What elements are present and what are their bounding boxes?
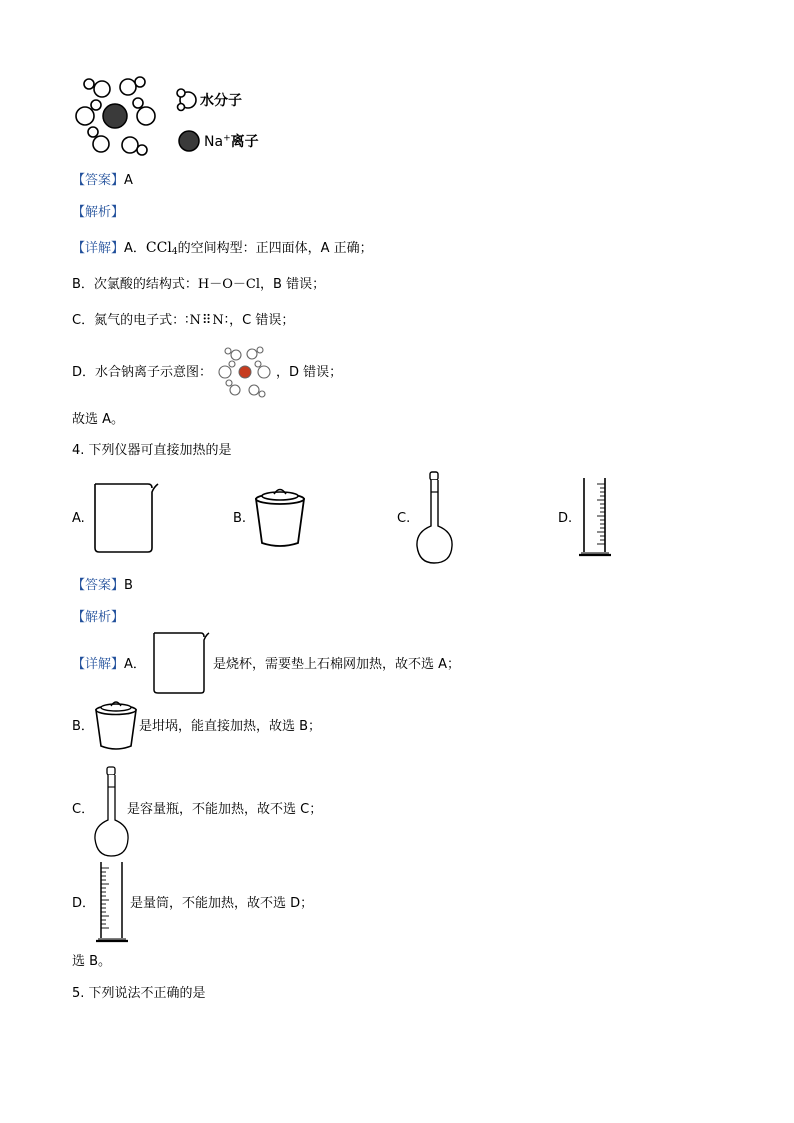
q5-stem: 5. 下列说法不正确的是: [72, 986, 206, 1001]
q4-answer-line: [72, 578, 133, 594]
q4-detail-a-text: 是烧杯，需要垫上石棉网加热，故不选 A；: [213, 657, 461, 672]
q4-option-a-label: A.: [72, 511, 85, 526]
na-charge: +: [223, 133, 231, 144]
water-molecule-legend-label: 水分子: [200, 93, 242, 109]
q3-detail-b: [72, 277, 325, 293]
sodium-ion-legend-icon: [177, 129, 201, 153]
q4-stem: 4. 下列仪器可直接加热的是: [72, 443, 232, 458]
graduated-cylinder-small-icon: [95, 860, 129, 946]
q4-option-b-label: B.: [233, 511, 247, 526]
volumetric-flask-small-icon: [92, 765, 132, 859]
q3-detail-a: [72, 240, 373, 260]
q4-option-d-label: D.: [558, 511, 573, 526]
volumetric-flask-icon: [414, 470, 456, 566]
q3-analysis-tag: 【解析】: [72, 205, 125, 220]
beaker-small-icon: [150, 630, 210, 696]
q4-option-c-label: C.: [397, 511, 411, 526]
detail-text: ，C 错误；: [229, 313, 295, 328]
option-prefix: A．: [124, 241, 146, 256]
detail-tag: 【详解】: [72, 657, 125, 672]
q4-detail-b-prefix: B．: [72, 719, 94, 734]
ccl4-formula: [146, 240, 178, 256]
crucible-small-icon: [93, 698, 139, 752]
q3-answer-line: [72, 173, 133, 189]
detail-text: C．氮气的电子式：: [72, 313, 186, 328]
q4-conclusion: 选 B。: [72, 954, 112, 969]
water-molecule-legend-icon: [176, 88, 198, 110]
q3-conclusion: 故选 A。: [72, 412, 125, 427]
ion-word: 离子: [230, 134, 259, 150]
ccl4-subscript: 4: [171, 247, 178, 257]
option-prefix: A．: [124, 657, 146, 672]
q4-detail-d-prefix: D．: [72, 896, 96, 911]
q3-detail-d: [72, 365, 212, 381]
detail-text: D．水合钠离子示意图：: [72, 365, 213, 380]
q3-detail-d-suffix: ，D 错误；: [276, 365, 343, 380]
n2-electron-formula: ∶N⠿N∶: [185, 313, 230, 328]
answer-tag: 【答案】: [72, 578, 125, 593]
detail-text: ，B 错误；: [260, 277, 326, 292]
detail-tag: 【详解】: [72, 241, 125, 256]
answer-value: A: [124, 173, 133, 188]
detail-text: B．次氯酸的结构式：: [72, 277, 198, 292]
crucible-icon: [252, 485, 308, 549]
detail-text: 的空间构型：正四面体，A 正确；: [177, 241, 373, 256]
na-symbol: Na: [204, 134, 224, 150]
q4-analysis-tag: 【解析】: [72, 610, 125, 625]
beaker-icon: [90, 480, 160, 555]
q4-detail-d-text: 是量筒，不能加热，故不选 D；: [130, 896, 314, 911]
q4-detail-a: [72, 657, 146, 673]
hclo-structural-formula: H－O－Cl: [197, 277, 261, 292]
graduated-cylinder-icon: [578, 476, 612, 560]
q3-detail-c: [72, 313, 294, 329]
sodium-ion-legend-label: [204, 131, 259, 151]
answer-tag: 【答案】: [72, 173, 125, 188]
q4-detail-b-text: 是坩埚，能直接加热，故选 B；: [139, 719, 322, 734]
hydrated-sodium-ion-diagram: [68, 72, 168, 162]
ccl4-base: CCl: [145, 240, 172, 256]
q4-detail-c-prefix: C．: [72, 802, 95, 817]
small-hydrated-sodium-diagram: [216, 345, 274, 401]
answer-value: B: [124, 578, 133, 593]
q4-detail-c-text: 是容量瓶，不能加热，故不选 C；: [127, 802, 323, 817]
